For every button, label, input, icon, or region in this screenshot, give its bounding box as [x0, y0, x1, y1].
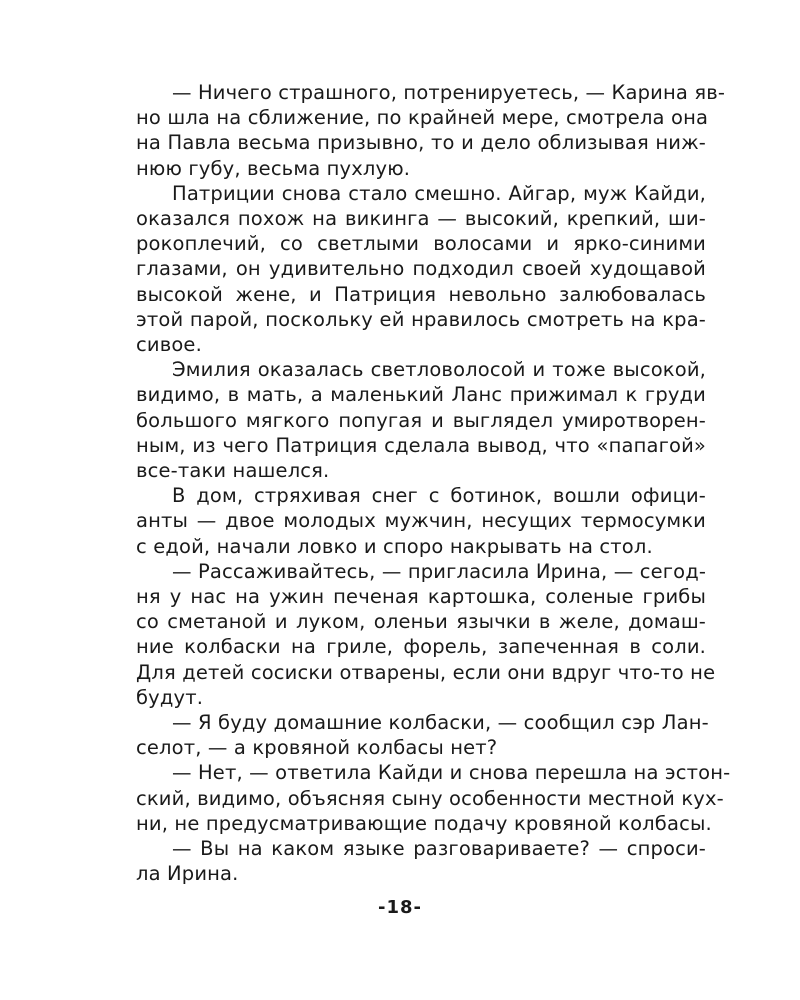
text-line: будут.	[136, 685, 204, 709]
text-line: оказался похож на викинга — высокий, крепкий, ши-	[136, 207, 706, 231]
text-line: — Ничего страшного, потренируетесь, — Карина яв-	[172, 81, 726, 104]
body-text	[136, 80, 731, 887]
text-line: В дом, стряхивая снег с ботинок, вошли офици-	[172, 484, 706, 508]
text-line: Патриции снова стало смешно. Айгар, муж Кайди,	[172, 181, 706, 205]
text-line: анты — двое молодых мужчин, несущих термосумки	[136, 509, 706, 533]
paragraph	[136, 559, 716, 710]
text-line: глазами, он удивительно подходил своей худощавой	[136, 257, 706, 281]
text-line: ня у нас на ужин печеная картошка, соленые грибы	[136, 585, 706, 609]
text-line: этой парой, поскольку ей нравилось смотреть на кра-	[136, 307, 706, 331]
paragraph	[136, 357, 706, 483]
page-number: -18-	[378, 897, 422, 918]
text-line: ский, видимо, объясняя сыну особенности местной кух-	[136, 786, 724, 810]
paragraph	[136, 181, 706, 357]
text-line: ние колбаски на гриле, форель, запеченная в соли.	[136, 635, 706, 659]
text-line: сивое.	[136, 333, 202, 357]
text-line: большого мягкого попугая и выглядел умиротворен-	[136, 408, 706, 432]
text-line: Эмилия оказалась светловолосой и тоже высокой,	[172, 358, 706, 382]
text-line: на Павла весьма призывно, то и дело облизывая ниж-	[136, 131, 706, 155]
text-line: все-таки нашелся.	[136, 459, 330, 483]
text-line: — Я буду домашние колбаски, — сообщил сэр Лан-	[172, 711, 709, 735]
text-line: нюю губу, весьма пухлую.	[136, 156, 411, 180]
text-line: ни, не предусматривающие подачу кровяной колбасы.	[136, 811, 712, 835]
paragraph	[136, 760, 731, 836]
paragraph	[136, 80, 726, 181]
text-line: ла Ирина.	[136, 862, 239, 886]
text-line: но шла на сближение, по крайней мере, смотрела она	[136, 106, 709, 130]
text-line: высокой жене, и Патриция невольно залюбовалась	[136, 282, 706, 306]
paragraph	[136, 836, 706, 886]
text-line: — Нет, — ответила Кайди и снова перешла на эстон-	[172, 761, 731, 785]
text-line: рокоплечий, со светлыми волосами и ярко-синими	[136, 232, 706, 256]
paragraph	[136, 483, 706, 559]
text-line: со сметаной и луком, оленьи язычки в желе, домаш-	[136, 610, 706, 634]
text-line: видимо, в мать, а маленький Ланс прижимал к груди	[136, 383, 706, 407]
text-line: селот, — а кровяной колбасы нет?	[136, 736, 498, 760]
text-line: — Рассаживайтесь, — пригласила Ирина, — сегод-	[172, 559, 707, 583]
text-line: ным, из чего Патриция сделала вывод, что «папагой»	[136, 433, 706, 457]
paragraph	[136, 710, 709, 760]
text-line: с едой, начали ловко и споро накрывать на стол.	[136, 534, 653, 558]
text-line: Для детей сосиски отварены, если они вдруг что-то не	[136, 660, 716, 684]
text-line: — Вы на каком языке разговариваете? — спроси-	[172, 837, 706, 861]
